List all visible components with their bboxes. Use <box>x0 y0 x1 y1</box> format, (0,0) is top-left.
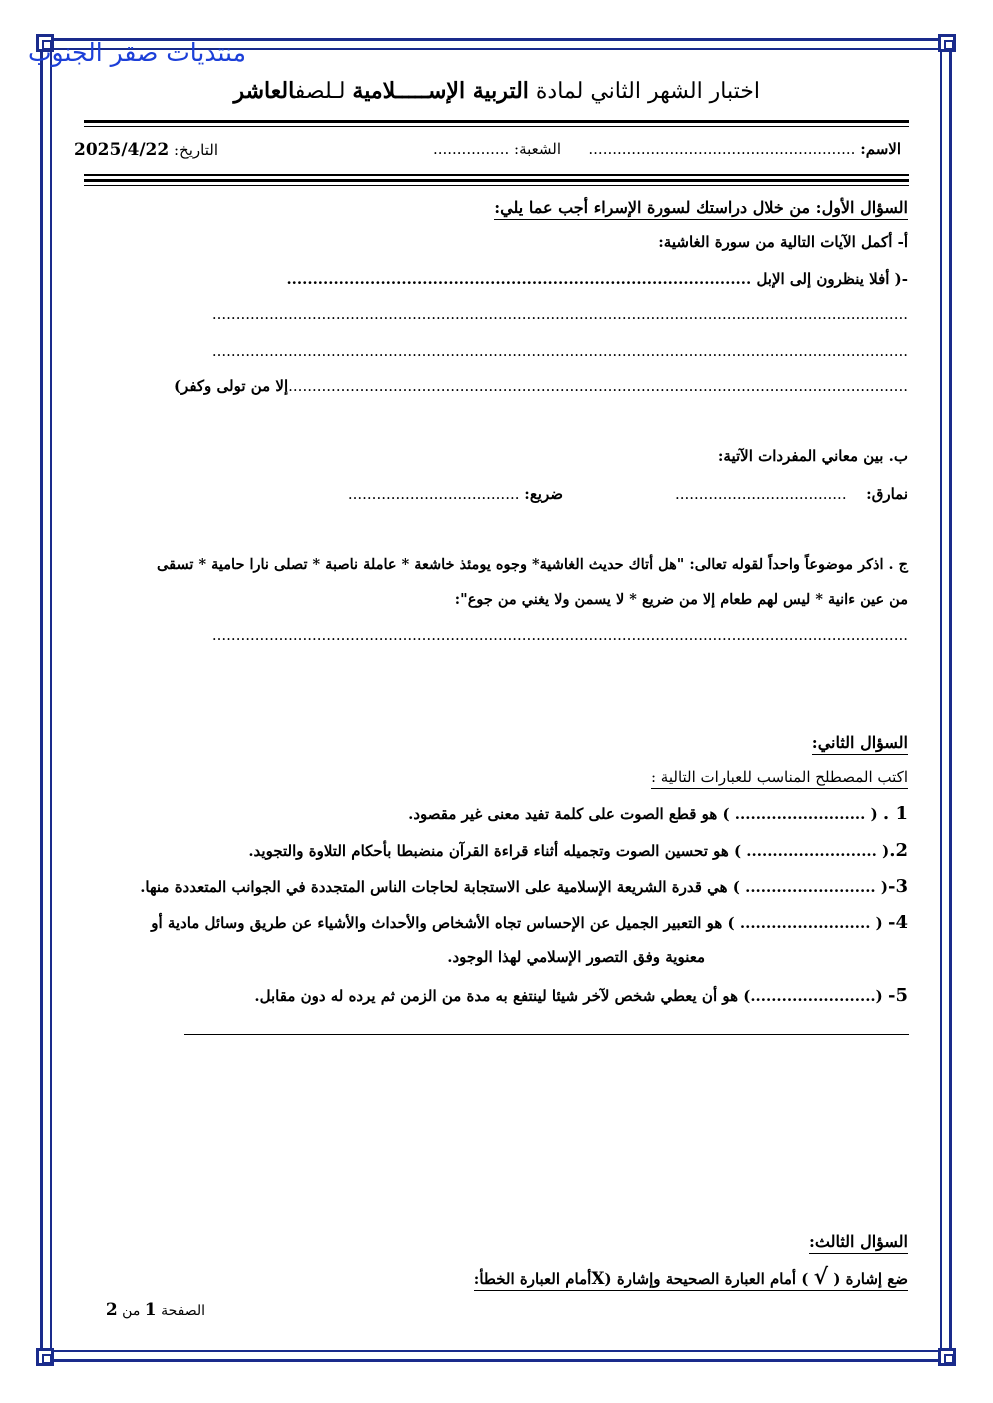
q1-fill-line: .................................................................................................................................................. <box>211 342 908 360</box>
info-rule <box>84 174 909 176</box>
q1-word2-row <box>348 485 563 503</box>
q1-heading-row <box>494 198 908 217</box>
page-title <box>233 78 760 104</box>
q1-part-c-dots: .................................................................................................................................................. <box>211 626 908 644</box>
word1-label: نمارق: <box>866 485 908 503</box>
q1-heading: السؤال الأول: من خلال دراستك لسورة الإسراء أجب عما يلي: <box>494 198 908 220</box>
q1-verse-end: إلا من تولى وكفر) <box>173 377 289 395</box>
q2-heading: السؤال الثاني: <box>812 733 908 755</box>
section-dots: ................ <box>432 140 510 158</box>
header-rule <box>84 120 909 123</box>
q1-verse-end-dots: .................................................................................................................................. <box>288 377 908 395</box>
date-label: التاريخ: <box>174 141 218 159</box>
title-part2: لـلصف <box>294 79 346 104</box>
word2-dots: .................................... <box>347 485 520 503</box>
border-corner <box>938 1348 956 1366</box>
info-rule <box>84 185 909 186</box>
page-number: الصفحة 1 من 2 <box>105 1300 205 1320</box>
q2-item-continuation: معنوية وفق التصور الإسلامي لهذا الوجود. <box>447 948 705 966</box>
q1-verse-start: -( أفلا ينظرون إلى الإبل ......................................................................................... <box>286 270 908 288</box>
q3-heading: السؤال الثالث: <box>809 1232 908 1254</box>
title-part1: اختبار الشهر الثاني لمادة <box>535 79 760 104</box>
section-field <box>433 140 561 158</box>
title-subject: التربية الإســـــلامية <box>352 78 529 104</box>
title-grade: العاشر <box>233 78 295 104</box>
info-rule <box>84 179 909 182</box>
border-corner <box>36 1348 54 1366</box>
q2-item: 1 . ( ......................... ) هو قطع الصوت على كلمة تفيد معنى غير مقصود. <box>408 803 908 824</box>
q1-part-b: ب. بين معاني المفردات الآتية: <box>717 447 908 465</box>
q2-heading-row <box>812 733 908 752</box>
q2-item: 5- (........................) هو أن يعطي شخص لآخر شيئا لينتفع به مدة من الزمن ثم يرده له دون مقابل. <box>254 985 908 1006</box>
q1-fill-line: .................................................................................................................................................. <box>211 305 908 323</box>
name-dots: ........................................................ <box>588 140 856 158</box>
word2-label: ضريع: <box>524 485 563 503</box>
q2-instruction-row <box>651 768 908 786</box>
section-divider <box>184 1034 909 1035</box>
q1-word1-row <box>675 485 908 503</box>
q3-instruction: ضع إشارة ( √ ) أمام العبارة الصحيحة وإشارة (Xأمام العبارة الخطأ: <box>473 1264 908 1290</box>
q2-item: 2.( ......................... ) هو تحسين الصوت وتجميله أثناء قراءة القرآن منضبطا بأحكام التلاوة والتجويد. <box>248 840 908 861</box>
section-label: الشعبة: <box>514 140 561 158</box>
q1-verse-end-row <box>174 377 908 395</box>
word1-dots: .................................... <box>674 485 847 503</box>
x-mark: X <box>591 1269 605 1289</box>
q1-part-c-line2: من عين ءانية * ليس لهم طعام إلا من ضريع * لا يسمن ولا يغني من جوع": <box>454 591 908 608</box>
date-field <box>74 140 218 160</box>
q2-instruction: اكتب المصطلح المناسب للعبارات التالية : <box>651 768 908 789</box>
name-label: الاسم: <box>860 140 901 158</box>
name-field <box>588 140 901 158</box>
check-mark: √ <box>813 1264 829 1290</box>
border-corner <box>938 34 956 52</box>
q2-item: 3-( ......................... ) هي قدرة الشريعة الإسلامية على الاستجابة لحاجات الناس المتجددة في الجوانب المتعددة منها. <box>140 876 908 897</box>
q3-heading-row <box>809 1232 908 1251</box>
watermark: منتديات صقر الجنوب <box>28 38 246 67</box>
q1-part-c-line1: ج . اذكر موضوعاً واحداً لقوله تعالى: "هل أتاك حديث الغاشية* وجوه يومئذ خاشعة * عاملة ناصبة * تصلى نارا حامية * تسقى <box>157 556 908 573</box>
date-value: 2025/4/22 <box>74 140 170 160</box>
q1-part-a: أ- أكمل الآيات التالية من سورة الغاشية: <box>658 233 908 251</box>
header-rule <box>84 126 909 127</box>
q2-item: 4- ( ......................... ) هو التعبير الجميل عن الإحساس تجاه الأشخاص والأحداث والأشياء عن طريق وسائل مادية أو <box>151 912 908 933</box>
q3-instruction-row <box>474 1264 908 1290</box>
